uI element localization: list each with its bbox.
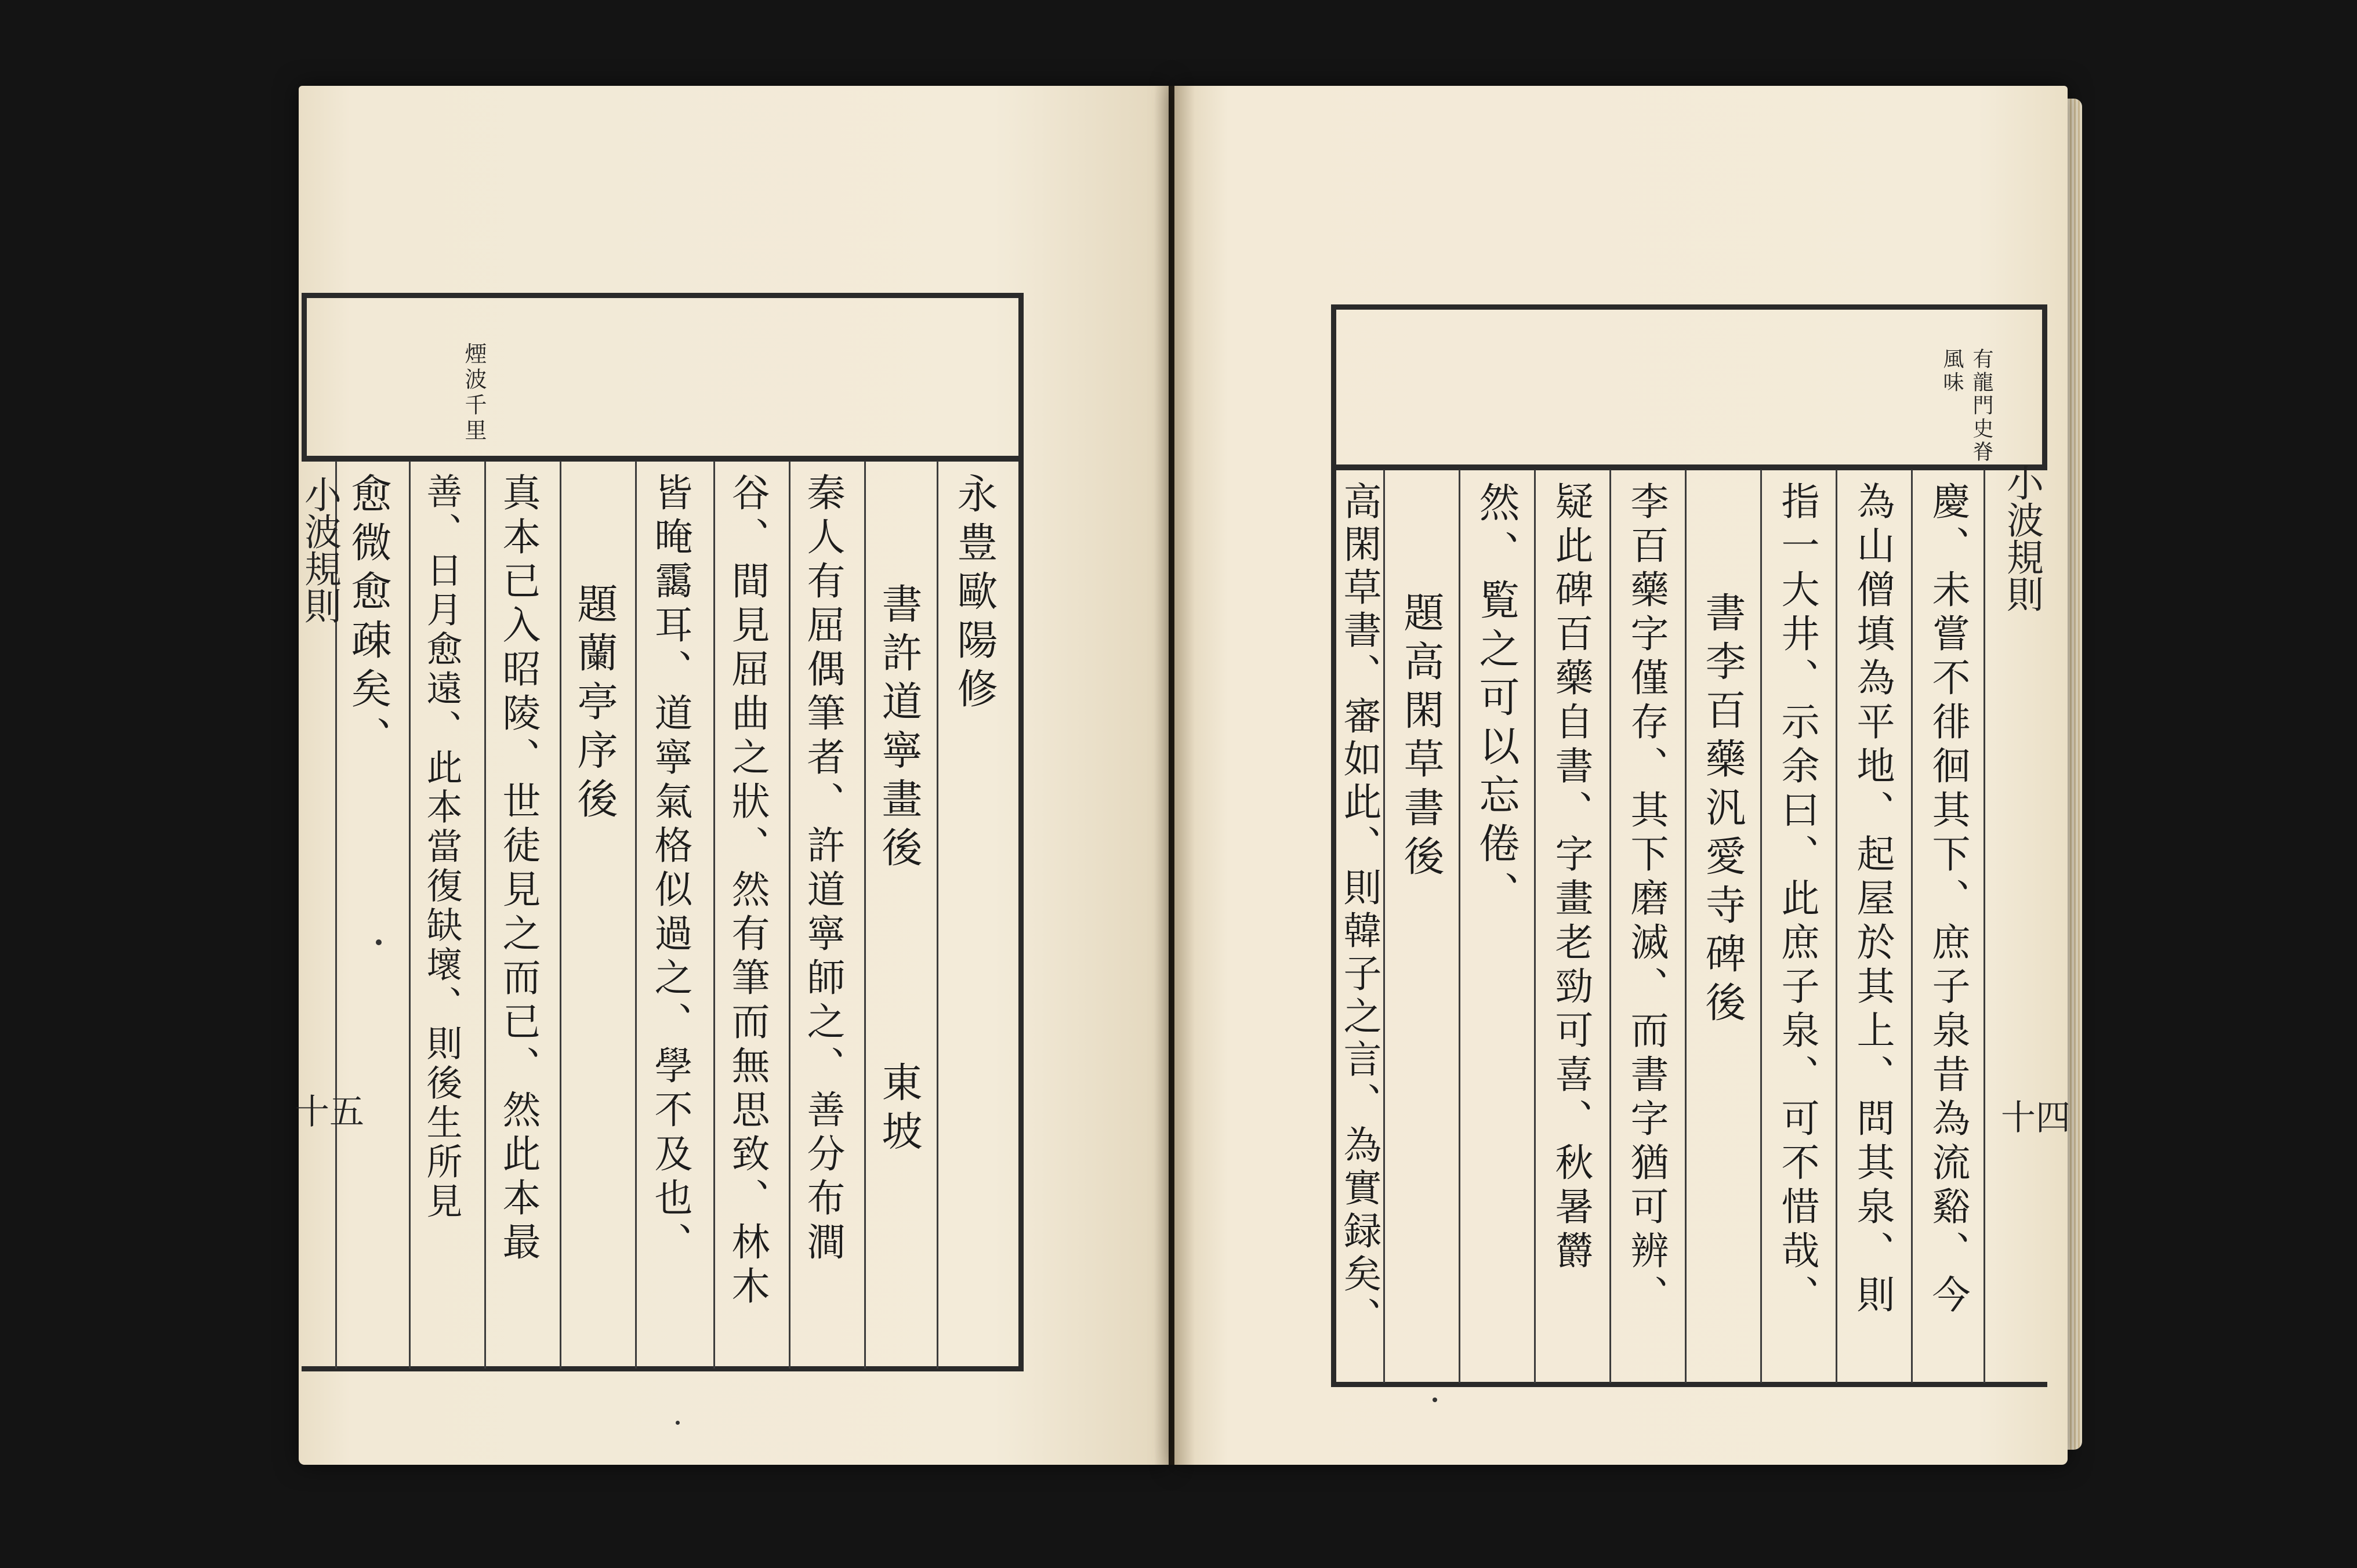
left-column-2: 書許道寧畫後 [875,583,923,875]
right-col-rule [1383,470,1385,1383]
ink-speck [676,1421,680,1425]
right-col-rule [1911,470,1913,1383]
book-gutter [1154,86,1195,1465]
right-column-6: 疑此碑百藥自書、字畫老勁可喜、秋暑欝 [1549,481,1593,1275]
left-folio: 十五 [295,1092,364,1133]
right-column-7: 然、覧之可以忘倦、 [1473,481,1520,920]
left-col-rule [864,461,866,1369]
left-column-7: 真本已入昭陵、世徒見之而已、然此本最 [496,473,541,1266]
right-col-rule [1534,470,1536,1383]
right-column-8: 題高閑草書後 [1397,591,1445,884]
right-col-rule [1609,470,1611,1383]
left-col-rule [937,461,938,1369]
right-col-rule [1983,470,1985,1383]
right-column-3: 指一大井、示余曰、此庶子泉、可不惜哉、 [1775,481,1819,1319]
left-author: 東坡 [875,1061,923,1159]
left-column-6: 題蘭亭序後 [571,583,618,826]
left-col-rule [713,461,715,1369]
left-col-rule [484,461,486,1369]
left-col-rule [560,461,561,1369]
left-col-rule [789,461,790,1369]
right-column-4: 書李百藥汎愛寺碑後 [1699,591,1746,1030]
right-running-title: 小波規則 [2000,464,2043,612]
left-col-rule [409,461,411,1369]
right-folio: 十四 [2001,1098,2070,1138]
left-column-1: 永豊歐陽修 [951,473,998,716]
ink-speck [376,939,382,945]
right-col-rule [1685,470,1687,1383]
left-header-note: 煙波千里 [461,342,487,444]
left-col-rule [635,461,637,1369]
right-header-note: 有龍門史脊風味 [1940,348,1993,464]
right-column-9: 高閑草書、審如此、則韓子之言、為實録矣、 [1337,481,1381,1340]
left-column-4: 谷、間見屈曲之狀、然有筆而無思致、林木 [725,473,770,1310]
ink-speck [1433,1398,1437,1402]
left-column-9: 愈微愈疎矣、 [345,473,392,765]
left-page-header-frame [302,293,1024,461]
right-col-rule [1836,470,1837,1383]
right-column-2: 為山僧填為平地、起屋於其上、問其泉、則 [1850,481,1895,1319]
left-column-8: 善、日月愈遠、此本當復缺壞、則後生所見 [420,473,463,1222]
left-column-3: 秦人有屈偶筆者、許道寧師之、善分布澗 [800,473,845,1266]
right-column-1: 慶、未嘗不徘徊其下、庶子泉昔為流谿、今 [1926,481,1970,1319]
left-column-5: 皆晻靄耳、道寧氣格似過之、學不及也、 [648,473,692,1266]
right-column-5: 李百藥字僅存、其下磨滅、而書字猶可辨、 [1624,481,1669,1319]
right-col-rule [1459,470,1460,1383]
left-running-title: 小波規則 [298,476,341,624]
right-col-rule [1760,470,1762,1383]
